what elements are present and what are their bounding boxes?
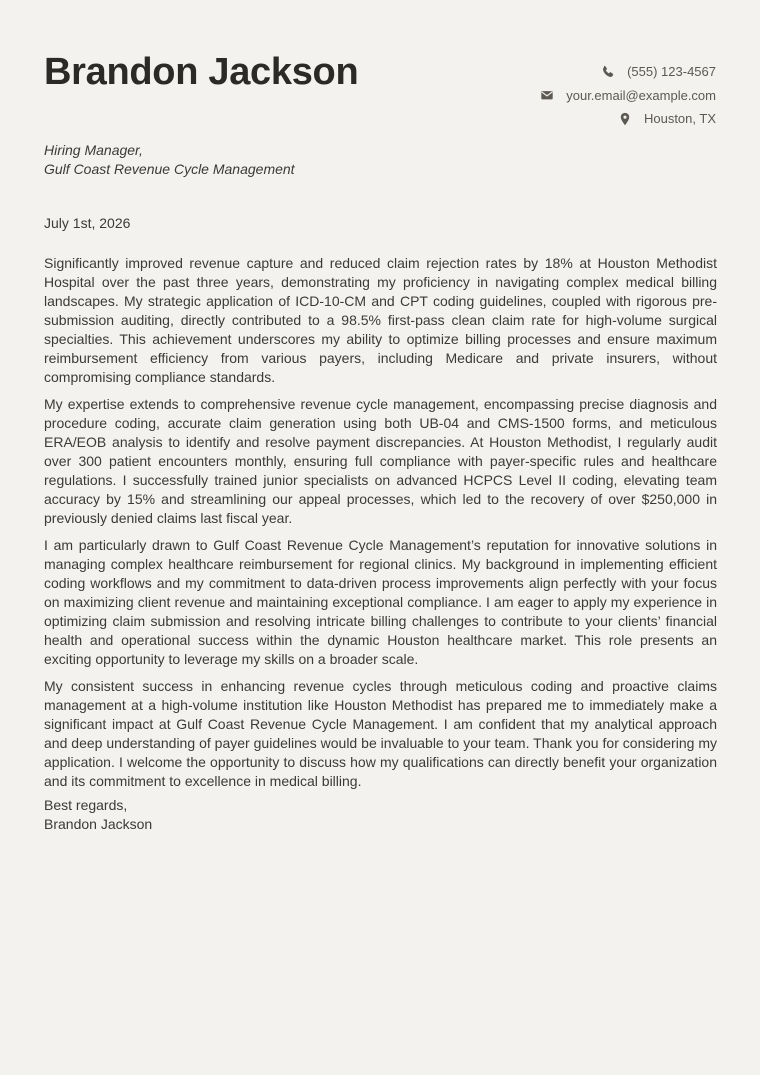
applicant-name: Brandon Jackson <box>44 51 359 93</box>
body-paragraph: Significantly improved revenue capture and reduced claim rejection rates by 18% at Houston Methodist Hospital over the past three years, demonstrating my proficiency in navigating complex medical billing landscapes. My strategic application of ICD-10-CM and CPT coding guidelines, coupled with rigorous pre-submission auditing, directly contributed to a 98.5% first-pass clean claim rate for high-volume surgical specialties. This achievement underscores my ability to optimize billing processes and ensure maximum reimbursement efficiency from various payers, including Medicare and private insurers, without compromising compliance standards. <box>44 255 717 385</box>
body-paragraph: My expertise extends to comprehensive revenue cycle management, encompassing precise diagnosis and procedure coding, accurate claim generation using both UB-04 and CMS-1500 forms, and meticulous ERA/EOB analysis to identify and resolve payment discrepancies. At Houston Methodist, I regularly audit over 300 patient encounters monthly, ensuring full compliance with payer-specific rules and healthcare regulations. I successfully trained junior specialists on advanced HCPCS Level II coding, elevating team accuracy by 15% and streamlining our appeal processes, which led to the recovery of over $250,000 in previously denied claims last fiscal year. <box>44 396 717 526</box>
envelope-icon <box>540 88 554 102</box>
recipient-block <box>44 141 295 179</box>
contact-email: your.email@example.com <box>566 87 716 103</box>
body-paragraph: I am particularly drawn to Gulf Coast Revenue Cycle Management’s reputation for innovative solutions in managing complex healthcare reimbursement for regional clinics. My background in implementing efficient coding workflows and my commitment to data-driven process improvements align perfectly with your focus on maximizing client revenue and maintaining exceptional compliance. I am eager to apply my experience in optimizing claim submission and resolving intricate billing challenges to contribute to your clients’ financial health and operational success within the dynamic Houston healthcare market. This role presents an exciting opportunity to leverage my skills on a broader scale. <box>44 537 717 667</box>
recipient-company: Gulf Coast Revenue Cycle Management <box>44 161 295 177</box>
contact-location-row <box>540 107 716 131</box>
contact-email-row <box>540 84 716 108</box>
body-paragraph: My consistent success in enhancing revenue cycles through meticulous coding and proactive claims management at a high-volume institution like Houston Methodist has prepared me to immediately make a significant impact at Gulf Coast Revenue Cycle Management. I am confident that my analytical approach and deep understanding of payer guidelines would be invaluable to your team. Thank you for considering my application. I welcome the opportunity to discuss how my qualifications can directly benefit your organization and its commitment to excellence in medical billing. <box>44 678 717 789</box>
closing-signature: Brandon Jackson <box>44 816 153 832</box>
recipient-title: Hiring Manager, <box>44 142 143 158</box>
letter-body <box>44 254 717 799</box>
contact-phone: (555) 123-4567 <box>627 64 716 80</box>
contact-phone-row <box>540 60 716 84</box>
letter-date: July 1st, 2026 <box>44 215 131 231</box>
closing-salutation: Best regards, <box>44 797 128 813</box>
contact-location: Houston, TX <box>643 111 716 127</box>
closing-block <box>44 796 152 834</box>
map-pin-icon <box>618 112 632 126</box>
phone-icon <box>601 65 615 79</box>
contact-block <box>540 60 716 131</box>
